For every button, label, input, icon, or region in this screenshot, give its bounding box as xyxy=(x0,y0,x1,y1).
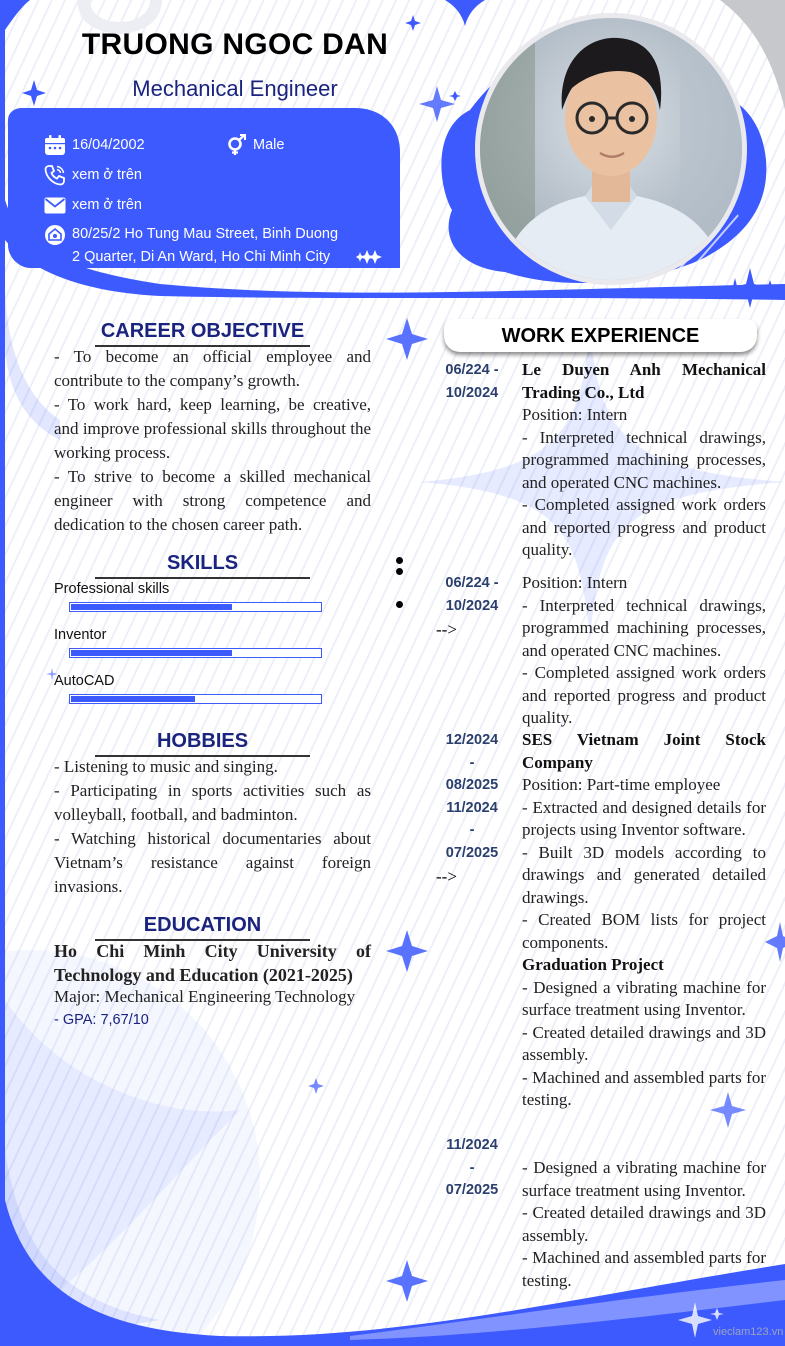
date-line: - xyxy=(469,1159,475,1176)
timeline-dot xyxy=(396,601,403,608)
skill-bar xyxy=(69,694,322,704)
project-duty-item: - Machined and assembled parts for testing. xyxy=(522,1067,766,1109)
education-major: Major: Mechanical Engineering Technology xyxy=(54,987,356,1006)
birthday-value: 16/04/2002 xyxy=(72,137,145,153)
address-line-2: 2 Quarter, Di An Ward, Ho Chi Minh City xyxy=(72,249,331,265)
skill-bar-fill xyxy=(71,650,232,656)
career-objective-item: - To strive to become a skilled mechanical engineer with strong competence and dedication to the chosen career path. xyxy=(54,467,371,534)
duty-item: - Extracted and designed details for projects using Inventor software. xyxy=(522,797,766,839)
skills-title xyxy=(95,552,310,579)
calendar-icon xyxy=(44,134,66,156)
skill-bar xyxy=(69,602,322,612)
candidate-name: TRUONG NGOC DAN xyxy=(81,28,389,61)
date-end: 10/2024 xyxy=(445,597,499,614)
email-row xyxy=(44,194,142,217)
date-line: - xyxy=(469,754,475,771)
address-line-1: 80/25/2 Ho Tung Mau Street, Binh Duong xyxy=(72,226,339,242)
position: Position: Intern xyxy=(522,573,628,592)
timeline-dot xyxy=(396,557,403,564)
duty-item: - Created BOM lists for project components. xyxy=(522,910,766,952)
skill-bar xyxy=(69,648,322,658)
date-line: 07/2025 xyxy=(445,844,499,861)
project-title: Graduation Project xyxy=(522,955,664,974)
experience-entry xyxy=(522,1157,766,1292)
date-line: 11/2024 xyxy=(446,799,498,816)
phone-row xyxy=(44,164,142,187)
experience-entry xyxy=(522,572,766,730)
hobbies-title-text: HOBBIES xyxy=(156,730,249,752)
date-end: 10/2024 xyxy=(445,384,499,401)
birthday-row xyxy=(44,134,145,157)
duty-item: - Designed a vibrating machine for surface treatment using Inventor. xyxy=(522,1158,766,1200)
profile-photo xyxy=(475,13,747,285)
experience-date xyxy=(430,1134,514,1202)
portrait-illustration xyxy=(480,18,742,280)
career-objective-list xyxy=(54,345,371,537)
career-objective-item: - To work hard, keep learning, be creative, and improve professional skills throughout the working process. xyxy=(54,395,371,462)
company-name: SES Vietnam Joint Stock Company xyxy=(522,730,766,772)
date-line: 07/2025 xyxy=(445,1182,499,1198)
project-duty-item: - Designed a vibrating machine for surface treatment using Inventor. xyxy=(522,977,766,1019)
duty-item: - Built 3D models according to drawings and generated detailed drawings. xyxy=(522,842,766,907)
education-title xyxy=(95,914,310,941)
skill-bar-fill xyxy=(71,604,232,610)
skills-title-text: SKILLS xyxy=(166,552,239,574)
arrow-text: --> xyxy=(436,867,457,886)
gender-icon xyxy=(225,134,247,156)
watermark: vieclam123.vn xyxy=(713,1326,784,1338)
duty-item: - Created detailed drawings and 3D assembly. xyxy=(522,1203,766,1245)
experience-date xyxy=(430,359,514,404)
education-title-text: EDUCATION xyxy=(143,914,262,936)
hobbies-list xyxy=(54,755,371,899)
address-value xyxy=(72,223,338,269)
hobby-item: - Watching historical documentaries about Vietnam’s resistance against foreign invasions. xyxy=(54,829,371,896)
company-name: Le Duyen Anh Mechanical Trading Co., Ltd xyxy=(522,360,766,402)
education-school: Ho Chi Minh City University of Technology and Education (2021-2025) xyxy=(54,941,371,985)
gender-value: Male xyxy=(253,137,285,153)
work-experience-title: WORK EXPERIENCE xyxy=(444,319,757,352)
experience-date xyxy=(430,572,514,617)
skill-label: Professional skills xyxy=(54,581,170,597)
career-objective-title xyxy=(95,320,310,347)
date-line: 08/2025 xyxy=(445,777,499,793)
job-title: Mechanical Engineer xyxy=(132,76,338,101)
hobby-item: - Participating in sports activities such as volleyball, football, and badminton. xyxy=(54,781,371,824)
position: Position: Intern xyxy=(522,405,628,424)
skill-label: AutoCAD xyxy=(54,673,115,689)
education-gpa: - GPA: 7,67/10 xyxy=(54,1012,149,1028)
date-line: 11/2024 xyxy=(446,1137,498,1153)
gender-row xyxy=(225,134,284,157)
skill-bar-fill xyxy=(71,696,195,702)
experience-entry xyxy=(522,359,766,562)
email-icon xyxy=(44,194,66,216)
duty-item: - Interpreted technical drawings, programmed machining processes, and operated CNC machines. xyxy=(522,595,766,660)
arrow-text: --> xyxy=(436,620,457,639)
phone-icon xyxy=(44,164,66,186)
duty-item: - Interpreted technical drawings, programmed machining processes, and operated CNC machines. xyxy=(522,427,766,492)
project-duty-item: - Created detailed drawings and 3D assembly. xyxy=(522,1022,766,1064)
date-line: 12/2024 xyxy=(445,732,499,748)
experience-entry xyxy=(522,729,766,1112)
duty-item: - Machined and assembled parts for testing. xyxy=(522,1248,766,1290)
location-icon xyxy=(44,224,66,246)
duty-item: - Completed assigned work orders and reported progress and product quality. xyxy=(522,663,766,727)
date-start: 06/224 - xyxy=(445,362,499,378)
hobbies-title xyxy=(95,730,310,757)
date-line: - xyxy=(469,822,475,838)
career-objective-item: - To become an official employee and contribute to the company’s growth. xyxy=(54,347,371,390)
position: Position: Part-time employee xyxy=(522,775,721,794)
duty-item: - Completed assigned work orders and reported progress and product quality. xyxy=(522,495,766,559)
experience-date xyxy=(430,729,514,864)
career-objective-title-text: CAREER OBJECTIVE xyxy=(100,320,305,342)
address-row xyxy=(44,223,338,269)
skill-label: Inventor xyxy=(54,627,107,643)
date-start: 06/224 - xyxy=(445,575,499,591)
email-value: xem ở trên xyxy=(72,197,142,213)
phone-value: xem ở trên xyxy=(72,167,142,183)
hobby-item: - Listening to music and singing. xyxy=(54,757,278,776)
timeline-dot xyxy=(396,568,403,575)
